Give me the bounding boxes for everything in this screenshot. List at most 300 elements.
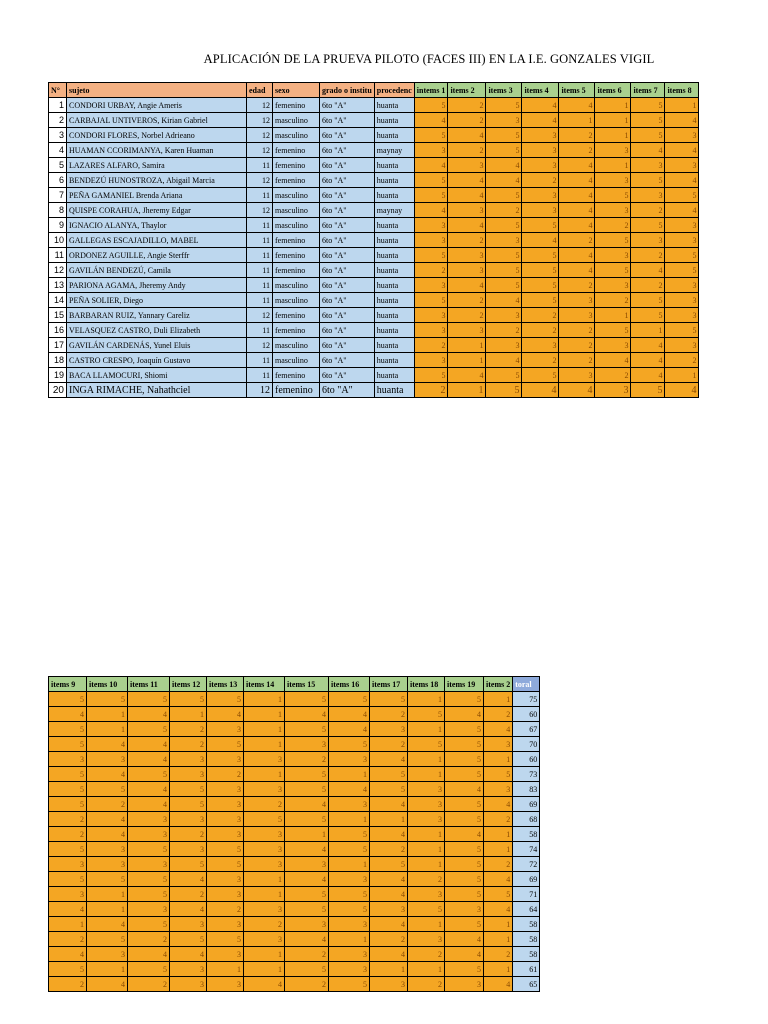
table1-cell: masculino <box>273 203 320 218</box>
table1-cell: masculino <box>273 113 320 128</box>
table-row <box>49 143 699 158</box>
table2-header-cell: items 2 <box>484 677 513 692</box>
table2-cell: 1 <box>370 962 408 977</box>
total-cell: 75 <box>513 692 540 707</box>
table-row <box>49 353 699 368</box>
table2-header-cell: items 17 <box>370 677 408 692</box>
total-cell: 69 <box>513 872 540 887</box>
table1-cell: 5 <box>595 263 631 278</box>
table1-cell: 3 <box>49 128 67 143</box>
table2-cell: 5 <box>370 692 408 707</box>
table2-header-cell: items 16 <box>329 677 370 692</box>
table1-cell: 5 <box>522 248 559 263</box>
table2-cell: 5 <box>445 722 484 737</box>
table2-cell: 1 <box>244 947 285 962</box>
table2-cell: 5 <box>445 842 484 857</box>
table1-cell: 5 <box>522 263 559 278</box>
table2-cell: 3 <box>244 857 285 872</box>
table2-cell: 1 <box>329 767 370 782</box>
table1-cell: 3 <box>595 143 631 158</box>
table-row <box>49 707 540 722</box>
table1-cell: 4 <box>631 353 665 368</box>
table1-cell: 6to "A" <box>320 188 375 203</box>
table1-cell: 4 <box>665 143 699 158</box>
table2-cell: 4 <box>370 887 408 902</box>
table2-cell: 3 <box>170 962 207 977</box>
table1-cell: 12 <box>247 338 273 353</box>
table1-cell: 2 <box>559 353 595 368</box>
table1-cell: huanta <box>374 173 414 188</box>
table1-cell: 1 <box>595 158 631 173</box>
table1-cell: 2 <box>448 293 486 308</box>
table2-cell: 3 <box>370 722 408 737</box>
table1-cell: 2 <box>631 203 665 218</box>
table2-cell: 4 <box>445 827 484 842</box>
total-cell: 58 <box>513 947 540 962</box>
table1-cell: 3 <box>665 338 699 353</box>
table2-cell: 1 <box>484 827 513 842</box>
total-cell: 60 <box>513 752 540 767</box>
table1-cell: CASTRO CRESPO, Joaquín Gustavo <box>67 353 247 368</box>
table2-cell: 4 <box>87 977 128 992</box>
table2-cell: 2 <box>49 827 87 842</box>
table2-cell: 5 <box>285 722 329 737</box>
table1-cell: huanta <box>374 218 414 233</box>
total-cell: 71 <box>513 887 540 902</box>
table-row <box>49 887 540 902</box>
table1-cell: 4 <box>522 98 559 113</box>
table1-cell: 3 <box>414 278 448 293</box>
table-row <box>49 293 699 308</box>
table-row <box>49 902 540 917</box>
table1-cell: 5 <box>486 143 522 158</box>
table1-cell: 6to "A" <box>320 278 375 293</box>
table1-cell: 6to "A" <box>320 263 375 278</box>
table1-cell: 6to "A" <box>320 248 375 263</box>
table2-cell: 1 <box>408 752 445 767</box>
table2-cell: 1 <box>244 737 285 752</box>
table1-cell: 10 <box>49 233 67 248</box>
table2-cell: 2 <box>49 932 87 947</box>
table2-cell: 5 <box>49 842 87 857</box>
table1-cell: 20 <box>49 383 67 398</box>
table2-cell: 5 <box>445 887 484 902</box>
table1-cell: 5 <box>595 233 631 248</box>
table2-cell: 5 <box>445 917 484 932</box>
table1-cell: 5 <box>486 98 522 113</box>
table1-cell: 2 <box>595 368 631 383</box>
table1-cell: masculino <box>273 338 320 353</box>
table2-cell: 5 <box>128 872 170 887</box>
table2-cell: 5 <box>87 782 128 797</box>
table2-cell: 1 <box>370 812 408 827</box>
table2-cell: 5 <box>370 782 408 797</box>
table2-header <box>49 677 540 692</box>
table1-cell: 4 <box>631 368 665 383</box>
table1-cell: 4 <box>665 383 699 398</box>
table2-cell: 3 <box>408 887 445 902</box>
table1-body <box>49 98 699 398</box>
table2-cell: 4 <box>370 797 408 812</box>
table1-cell: 5 <box>665 188 699 203</box>
table2-cell: 5 <box>285 962 329 977</box>
table1-cell: 5 <box>522 293 559 308</box>
table1-cell: GALLEGAS ESCAJADILLO, MABEL <box>67 233 247 248</box>
table1-cell: GAVILÁN BENDEZÚ, Camila <box>67 263 247 278</box>
table1-cell: 12 <box>247 203 273 218</box>
table2-cell: 1 <box>87 902 128 917</box>
table-row <box>49 947 540 962</box>
table1-cell: 4 <box>486 353 522 368</box>
table2-cell: 5 <box>329 737 370 752</box>
table2-cell: 5 <box>445 767 484 782</box>
table1-cell: huanta <box>374 338 414 353</box>
table1-cell: 12 <box>247 173 273 188</box>
table2-cell: 2 <box>170 722 207 737</box>
table1-cell: 5 <box>665 248 699 263</box>
table1-cell: 4 <box>665 203 699 218</box>
table2-cell: 3 <box>87 752 128 767</box>
table1-cell: 4 <box>559 98 595 113</box>
table2-cell: 5 <box>484 767 513 782</box>
table1-cell: 3 <box>665 278 699 293</box>
table2-cell: 5 <box>285 902 329 917</box>
table1-cell: 4 <box>559 263 595 278</box>
table2-cell: 3 <box>87 947 128 962</box>
table2-cell: 2 <box>484 812 513 827</box>
table1-cell: 3 <box>595 383 631 398</box>
table1-cell: PEÑA GAMANIEL Brenda Ariana <box>67 188 247 203</box>
total-cell: 70 <box>513 737 540 752</box>
table2-cell: 5 <box>445 872 484 887</box>
table1-cell: 5 <box>631 173 665 188</box>
table1-header-cell: items 7 <box>631 83 665 98</box>
table1-cell: huanta <box>374 113 414 128</box>
table2-cell: 3 <box>370 977 408 992</box>
table1-cell: 4 <box>559 188 595 203</box>
table1-header-cell: intems 1 <box>414 83 448 98</box>
table1-cell: 11 <box>247 353 273 368</box>
table1-cell: masculino <box>273 218 320 233</box>
table1-cell: BARBARAN RUIZ, Yannary Careliz <box>67 308 247 323</box>
table2-cell: 5 <box>329 692 370 707</box>
table-row <box>49 218 699 233</box>
table1-cell: PARIONA AGAMA, Jheremy Andy <box>67 278 247 293</box>
table2-cell: 4 <box>445 932 484 947</box>
table1-header-cell: items 3 <box>486 83 522 98</box>
table1-cell: 3 <box>665 308 699 323</box>
table1-cell: 2 <box>522 353 559 368</box>
table1-cell: 5 <box>522 368 559 383</box>
table2-cell: 5 <box>207 692 244 707</box>
table2-cell: 3 <box>244 782 285 797</box>
table1-cell: 2 <box>448 113 486 128</box>
table2-cell: 3 <box>329 752 370 767</box>
table2-cell: 2 <box>207 767 244 782</box>
table1-cell: 11 <box>247 188 273 203</box>
table2-cell: 4 <box>49 947 87 962</box>
table1-header <box>49 83 699 98</box>
table1-cell: CONDORI FLORES, Norbel Adrieano <box>67 128 247 143</box>
table2-cell: 1 <box>244 722 285 737</box>
table-row <box>49 722 540 737</box>
table1-header-cell: items 2 <box>448 83 486 98</box>
table1-cell: 3 <box>486 338 522 353</box>
table1-cell: 5 <box>631 128 665 143</box>
table2-cell: 4 <box>87 827 128 842</box>
table2-cell: 4 <box>244 977 285 992</box>
table2-cell: 4 <box>170 872 207 887</box>
table2-cell: 2 <box>370 842 408 857</box>
table1-cell: femenino <box>273 173 320 188</box>
table1-cell: 3 <box>595 338 631 353</box>
table1-cell: 1 <box>448 353 486 368</box>
table1-cell: 4 <box>631 143 665 158</box>
table2-cell: 3 <box>285 917 329 932</box>
table2-cell: 3 <box>285 857 329 872</box>
table1-cell: 3 <box>665 218 699 233</box>
table1-cell: 3 <box>559 368 595 383</box>
table1-cell: masculino <box>273 278 320 293</box>
table1-cell: 5 <box>631 218 665 233</box>
table-row <box>49 338 699 353</box>
table2-cell: 2 <box>484 707 513 722</box>
table2-cell: 4 <box>484 797 513 812</box>
table2-cell: 1 <box>408 962 445 977</box>
table1-cell: 16 <box>49 323 67 338</box>
table1-cell: huanta <box>374 263 414 278</box>
table1-cell: 3 <box>486 308 522 323</box>
table1-cell: huanta <box>374 233 414 248</box>
table1-cell: ORDONEZ AGUILLE, Angie Sterffr <box>67 248 247 263</box>
table2-cell: 1 <box>484 962 513 977</box>
table2-cell: 5 <box>445 962 484 977</box>
table1-cell: 11 <box>247 248 273 263</box>
table2-cell: 4 <box>285 872 329 887</box>
table1-cell: 5 <box>49 158 67 173</box>
total-cell: 68 <box>513 812 540 827</box>
table1-cell: 3 <box>414 323 448 338</box>
table2-cell: 5 <box>445 812 484 827</box>
table2-cell: 3 <box>207 752 244 767</box>
table1-cell: 12 <box>247 308 273 323</box>
table2-cell: 2 <box>170 887 207 902</box>
table1-cell: 3 <box>448 203 486 218</box>
table2-cell: 4 <box>370 872 408 887</box>
table2-cell: 5 <box>87 872 128 887</box>
table2-cell: 2 <box>285 977 329 992</box>
table2-header-cell: items 9 <box>49 677 87 692</box>
table2-cell: 4 <box>128 797 170 812</box>
table1-cell: 2 <box>559 233 595 248</box>
table1-cell: 4 <box>522 233 559 248</box>
table2-header-cell: items 14 <box>244 677 285 692</box>
table1-cell: 1 <box>559 113 595 128</box>
table2-cell: 5 <box>285 812 329 827</box>
table1-cell: 5 <box>486 218 522 233</box>
table-row <box>49 188 699 203</box>
table1-cell: 11 <box>247 218 273 233</box>
table1-cell: 2 <box>414 338 448 353</box>
table2-cell: 1 <box>87 707 128 722</box>
table1-cell: 5 <box>486 278 522 293</box>
total-cell: 74 <box>513 842 540 857</box>
table1-cell: 5 <box>486 188 522 203</box>
table2-cell: 5 <box>329 827 370 842</box>
table1-cell: 11 <box>247 278 273 293</box>
table1-cell: 4 <box>522 113 559 128</box>
table1-cell: huanta <box>374 158 414 173</box>
table2-header-cell: items 19 <box>445 677 484 692</box>
table1-cell: 11 <box>49 248 67 263</box>
table2-cell: 5 <box>445 797 484 812</box>
table2-cell: 5 <box>408 902 445 917</box>
table1-cell: 12 <box>247 98 273 113</box>
table1-cell: 3 <box>522 338 559 353</box>
table2-header-cell: items 11 <box>128 677 170 692</box>
table1-cell: 12 <box>49 263 67 278</box>
table1-cell: femenino <box>273 98 320 113</box>
table1-cell: 3 <box>448 263 486 278</box>
table1-cell: 3 <box>414 353 448 368</box>
table1-cell: huanta <box>374 248 414 263</box>
table2-cell: 5 <box>49 872 87 887</box>
table2-cell: 4 <box>128 782 170 797</box>
table2-cell: 5 <box>128 767 170 782</box>
table1-cell: 12 <box>247 383 273 398</box>
table1-cell: 4 <box>448 128 486 143</box>
table2-header-cell: toral <box>513 677 540 692</box>
table2-cell: 5 <box>408 707 445 722</box>
table1-cell: 5 <box>486 128 522 143</box>
table-row <box>49 233 699 248</box>
table1-header-cell: grado o institu <box>320 83 375 98</box>
table2-body <box>49 692 540 992</box>
table2-cell: 3 <box>207 797 244 812</box>
page-title: APLICACIÓN DE LA PRUEVA PILOTO (FACES III) EN LA I.E. GONZALES VIGIL <box>203 52 655 66</box>
table1-cell: 4 <box>631 263 665 278</box>
table2-cell: 2 <box>408 872 445 887</box>
table2-header-cell: items 12 <box>170 677 207 692</box>
table-row <box>49 113 699 128</box>
table2-cell: 5 <box>408 737 445 752</box>
table1-cell: 3 <box>522 158 559 173</box>
table-row <box>49 812 540 827</box>
table2-cell: 1 <box>244 962 285 977</box>
table2-cell: 1 <box>87 722 128 737</box>
table2-cell: 4 <box>285 842 329 857</box>
table1-cell: 3 <box>414 308 448 323</box>
table2-cell: 5 <box>285 782 329 797</box>
table2-cell: 4 <box>87 812 128 827</box>
table1-cell: 4 <box>559 383 595 398</box>
table1-header-cell: items 8 <box>665 83 699 98</box>
table1-cell: 12 <box>247 128 273 143</box>
table1-header-cell: procedenc <box>374 83 414 98</box>
table1-cell: 6to "A" <box>320 113 375 128</box>
table2-cell: 3 <box>408 932 445 947</box>
table2-cell: 4 <box>445 707 484 722</box>
table2-cell: 4 <box>484 722 513 737</box>
table1-cell: 6to "A" <box>320 158 375 173</box>
table1-cell: 5 <box>414 128 448 143</box>
table1-cell: 6 <box>49 173 67 188</box>
table1-cell: huanta <box>374 368 414 383</box>
table2-cell: 5 <box>49 767 87 782</box>
table1-cell: 2 <box>595 293 631 308</box>
table1-cell: 5 <box>486 263 522 278</box>
table2-cell: 3 <box>207 977 244 992</box>
table2-cell: 3 <box>244 827 285 842</box>
table1-cell: 4 <box>559 173 595 188</box>
table1-cell: 3 <box>665 158 699 173</box>
table1-cell: huanta <box>374 293 414 308</box>
table2-cell: 3 <box>484 782 513 797</box>
table2-cell: 5 <box>128 722 170 737</box>
table2-cell: 2 <box>207 902 244 917</box>
table1-cell: 5 <box>631 113 665 128</box>
table2-cell: 5 <box>49 722 87 737</box>
table2-cell: 4 <box>87 767 128 782</box>
table-row <box>49 98 699 113</box>
table1-cell: 4 <box>448 278 486 293</box>
table2-cell: 5 <box>207 842 244 857</box>
table2-cell: 5 <box>170 932 207 947</box>
table1-header-cell: N° <box>49 83 67 98</box>
table1-cell: 3 <box>665 233 699 248</box>
table2-cell: 4 <box>170 902 207 917</box>
table1-cell: 15 <box>49 308 67 323</box>
table2-cell: 1 <box>408 857 445 872</box>
table1-cell: 6to "A" <box>320 128 375 143</box>
table1-cell: LAZARES ALFARO, Samira <box>67 158 247 173</box>
table2-cell: 1 <box>244 707 285 722</box>
total-cell: 69 <box>513 797 540 812</box>
table1-cell: 5 <box>486 383 522 398</box>
table1-cell: 6to "A" <box>320 353 375 368</box>
table2-header-cell: items 13 <box>207 677 244 692</box>
table1-cell: 3 <box>486 113 522 128</box>
table2-cell: 3 <box>170 812 207 827</box>
table2-cell: 5 <box>207 932 244 947</box>
table2-cell: 2 <box>128 977 170 992</box>
table1-cell: 4 <box>665 113 699 128</box>
table2-cell: 1 <box>408 692 445 707</box>
table2-cell: 5 <box>329 842 370 857</box>
table-row <box>49 308 699 323</box>
table1-cell: 2 <box>631 248 665 263</box>
table2-cell: 1 <box>484 752 513 767</box>
table1-cell: 4 <box>522 383 559 398</box>
table-row <box>49 128 699 143</box>
table-row <box>49 797 540 812</box>
table2-cell: 3 <box>170 767 207 782</box>
table1-cell: 5 <box>414 293 448 308</box>
table1-header-cell: sexo <box>273 83 320 98</box>
table2-cell: 5 <box>49 782 87 797</box>
total-cell: 73 <box>513 767 540 782</box>
table2-cell: 4 <box>87 737 128 752</box>
table2-cell: 2 <box>87 797 128 812</box>
table2-cell: 4 <box>484 977 513 992</box>
table1-header-cell: items 6 <box>595 83 631 98</box>
table1-cell: 5 <box>486 368 522 383</box>
table-row <box>49 917 540 932</box>
table1-cell: 2 <box>448 233 486 248</box>
table2-cell: 3 <box>170 977 207 992</box>
table1-cell: INGA RIMACHE, Nahathciel <box>67 383 247 398</box>
table2-cell: 3 <box>370 902 408 917</box>
